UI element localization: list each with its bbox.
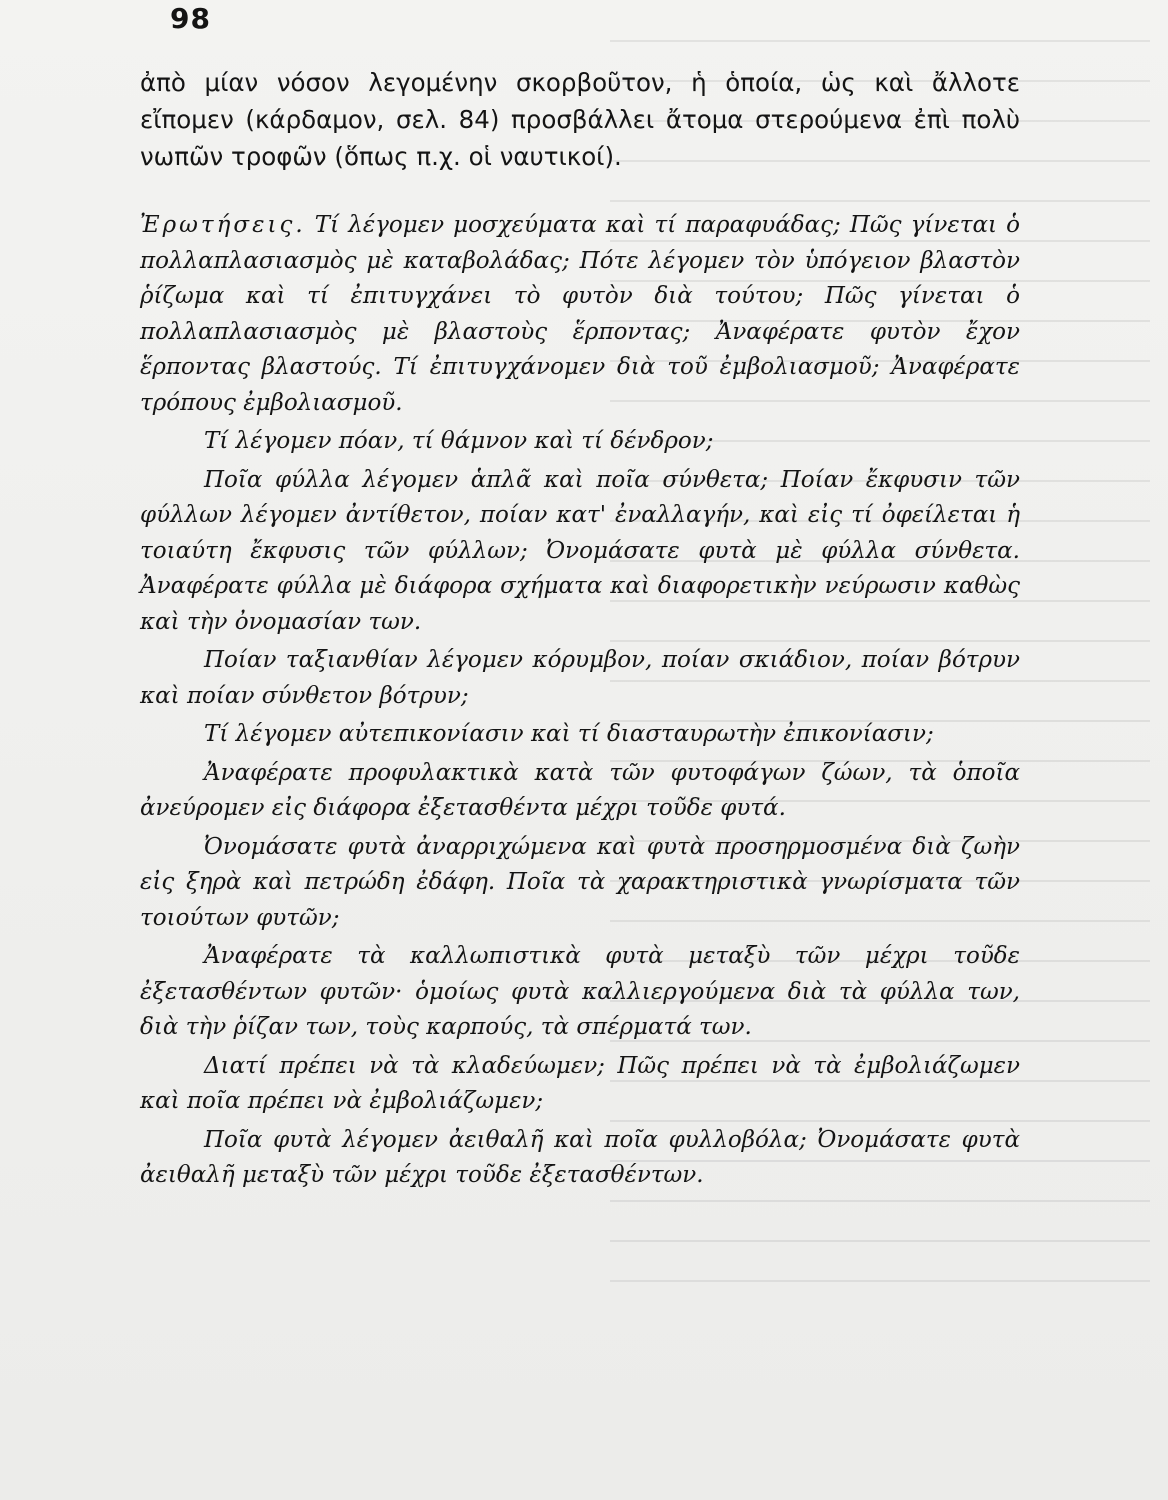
questions-paragraph-10: Ποῖα φυτὰ λέγομεν ἀειθαλῆ καὶ ποῖα φυλλοβόλα; Ὀνομάσατε φυτὰ ἀειθαλῆ μεταξὺ τῶν μέχρι τοῦδε ἐξετασθέντων. [140,1126,1020,1188]
questions-paragraph-1 [140,208,1020,421]
questions-paragraph-2: Τί λέγομεν πόαν, τί θάμνον καὶ τί δένδρον; [204,428,714,454]
questions-paragraph-4: Ποίαν ταξιανθίαν λέγομεν κόρυμβον, ποίαν σκιάδιον, ποίαν βότρυν καὶ ποίαν σύνθετον βότρυν; [140,647,1020,709]
questions-paragraph-9: Διατί πρέπει νὰ τὰ κλαδεύωμεν; Πῶς πρέπει νὰ τὰ ἐμβολιάζωμεν καὶ ποῖα πρέπει νὰ ἐμβολιάζωμεν; [140,1052,1020,1114]
questions-section [140,208,1020,1197]
questions-paragraph-3: Ποῖα φύλλα λέγομεν ἁπλᾶ καὶ ποῖα σύνθετα; Ποίαν ἔκφυσιν τῶν φύλλων λέγομεν ἀντίθετον, ποίαν κατ' ἐναλλαγήν, καὶ εἰς τί ὀφείλεται ἡ τοιαύτη ἔκφυσις τῶν φύλλων; Ὀνομάσατε φυτὰ μὲ φύλλα σύνθετα. Ἀναφέρατε φύλλα μὲ διάφορα σχήματα καὶ διαφορετικὴν νεύρωσιν καθὼς καὶ τὴν ὀνομασίαν των. [140,466,1020,635]
page-number: 98 [170,2,211,35]
intro-paragraph: ἀπὸ μίαν νόσον λεγομένην σκορβοῦτον, ἡ ὁποία, ὡς καὶ ἄλλοτε εἴπομεν (κάρδαμον, σελ. 84) προσβάλλει ἄτομα στερούμενα ἐπὶ πολὺ νωπῶν τροφῶν (ὅπως π.χ. οἱ ναυτικοί). [140,68,1020,171]
questions-paragraph-8: Ἀναφέρατε τὰ καλλωπιστικὰ φυτὰ μεταξὺ τῶν μέχρι τοῦδε ἐξετασθέντων φυτῶν· ὁμοίως φυτὰ καλλιεργούμενα διὰ τὰ φύλλα των, διὰ τὴν ῥίζαν των, τοὺς καρπούς, τὰ σπέρματά των. [140,943,1020,1040]
questions-paragraph-5: Τί λέγομεν αὐτεπικονίασιν καὶ τί διασταυρωτὴν ἐπικονίασιν; [204,721,934,747]
questions-text-1: Τί λέγομεν μοσχεύματα καὶ τί παραφυάδας; Πῶς γίνεται ὁ πολλαπλασιασμὸς μὲ καταβολάδας; Πότε λέγομεν τὸν ὑπόγειον βλαστὸν ῥίζωμα καὶ τί ἐπιτυγχάνει τὸ φυτὸν διὰ τούτου; Πῶς γίνεται ὁ πολλαπλασιασμὸς μὲ βλαστοὺς ἕρποντας; Ἀναφέρατε φυτὸν ἔχον ἕρποντας βλαστούς. Τί ἐπιτυγχάνομεν διὰ τοῦ ἐμβολιασμοῦ; Ἀναφέρατε τρόπους ἐμβολιασμοῦ. [140,212,1020,416]
questions-paragraph-6: Ἀναφέρατε προφυλακτικὰ κατὰ τῶν φυτοφάγων ζώων, τὰ ὁποῖα ἀνεύρομεν εἰς διάφορα ἐξετασθέντα μέχρι τοῦδε φυτά. [140,759,1020,821]
questions-heading: Ἐρωτήσεις. [140,212,306,238]
questions-paragraph-7: Ὀνομάσατε φυτὰ ἀναρριχώμενα καὶ φυτὰ προσηρμοσμένα διὰ ζωὴν εἰς ξηρὰ καὶ πετρώδη ἐδάφη. Ποῖα τὰ χαρακτηριστικὰ γνωρίσματα τῶν τοιούτων φυτῶν; [140,833,1020,931]
